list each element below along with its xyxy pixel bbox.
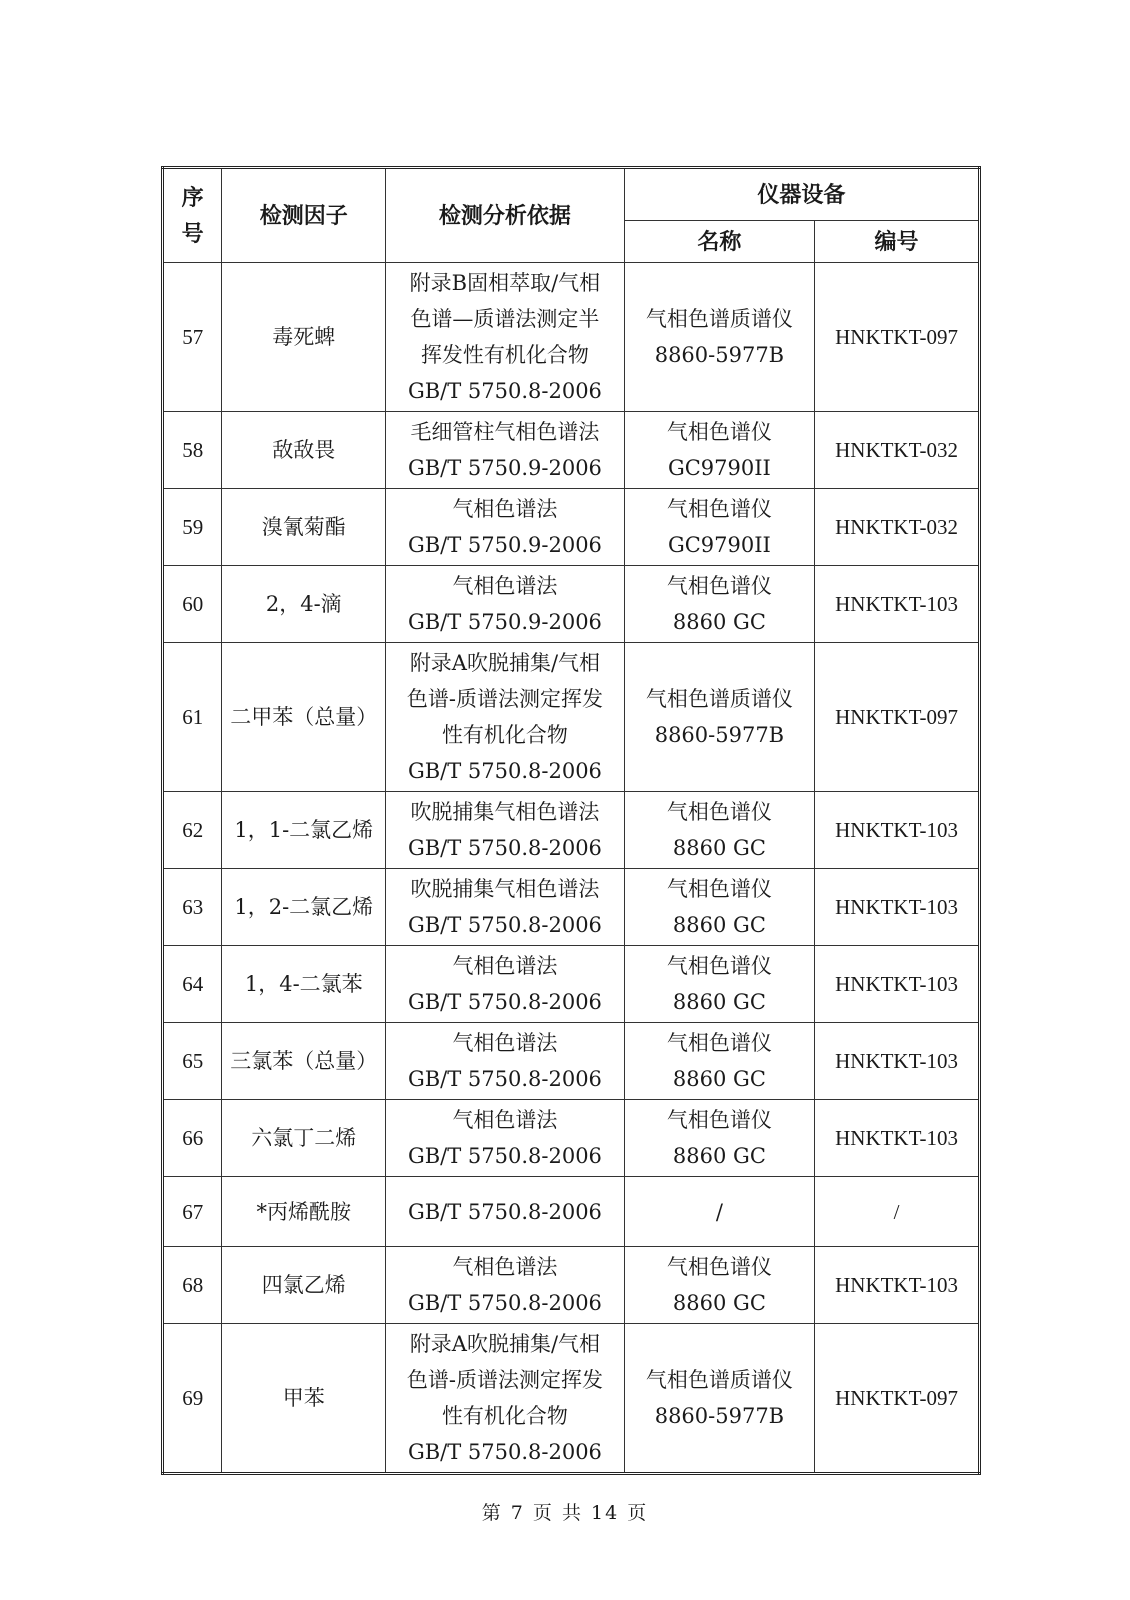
basis-line: 吹脱捕集气相色谱法 xyxy=(410,877,600,901)
basis-line: 附录A吹脱捕集/气相 xyxy=(409,1332,601,1356)
equipment-name-line: / xyxy=(715,1199,723,1224)
basis-line: 吹脱捕集气相色谱法 xyxy=(410,800,600,824)
row-seq: 62 xyxy=(163,792,222,869)
equipment-name-line: 8860 GC xyxy=(672,990,766,1014)
basis-line: 气相色谱法 xyxy=(452,954,558,978)
basis-line: 附录A吹脱捕集/气相 xyxy=(409,651,601,675)
basis-line: 气相色谱法 xyxy=(452,1255,558,1279)
row-equipment-number: HNKTKT-103 xyxy=(815,566,980,643)
row-equipment-number: HNKTKT-032 xyxy=(815,412,980,489)
equipment-name-line: 气相色谱质谱仪 xyxy=(645,1368,793,1392)
basis-line: 色谱-质谱法测定挥发 xyxy=(406,1368,603,1392)
basis-line: GB/T 5750.8-2006 xyxy=(407,1199,602,1224)
row-seq: 69 xyxy=(163,1324,222,1474)
header-basis: 检测分析依据 xyxy=(386,168,625,263)
table-body xyxy=(163,263,980,1474)
basis-line: 附录B固相萃取/气相 xyxy=(409,271,601,295)
equipment-name-line: 气相色谱仪 xyxy=(666,574,772,598)
row-equipment-number: HNKTKT-097 xyxy=(815,643,980,792)
row-seq: 60 xyxy=(163,566,222,643)
table-row xyxy=(163,1100,980,1177)
equipment-name-line: 8860 GC xyxy=(672,610,766,634)
basis-line: 气相色谱法 xyxy=(452,1031,558,1055)
row-equipment-name xyxy=(624,946,814,1023)
row-equipment-name xyxy=(624,566,814,643)
row-seq: 67 xyxy=(163,1177,222,1247)
row-factor: 敌敌畏 xyxy=(222,412,386,489)
equipment-name-line: 8860-5977B xyxy=(654,1404,785,1428)
header-factor: 检测因子 xyxy=(222,168,386,263)
row-factor: 三氯苯（总量） xyxy=(222,1023,386,1100)
header-seq-label: 序号 xyxy=(181,184,204,247)
row-equipment-name xyxy=(624,412,814,489)
row-factor: 1，2-二氯乙烯 xyxy=(222,869,386,946)
row-basis xyxy=(386,263,625,412)
row-seq: 59 xyxy=(163,489,222,566)
equipment-name-line: 8860 GC xyxy=(672,1144,766,1168)
row-equipment-name xyxy=(624,263,814,412)
row-equipment-name xyxy=(624,869,814,946)
equipment-name-line: 气相色谱仪 xyxy=(666,954,772,978)
row-equipment-name xyxy=(624,1177,814,1247)
basis-line: GB/T 5750.8-2006 xyxy=(407,379,602,403)
equipment-name-line: 气相色谱仪 xyxy=(666,497,772,521)
row-factor: 四氯乙烯 xyxy=(222,1247,386,1324)
header-seq xyxy=(163,168,222,263)
table-row xyxy=(163,643,980,792)
row-factor: 溴氰菊酯 xyxy=(222,489,386,566)
equipment-name-line: 气相色谱质谱仪 xyxy=(645,307,793,331)
basis-line: 性有机化合物 xyxy=(441,723,568,747)
row-equipment-number: HNKTKT-103 xyxy=(815,1023,980,1100)
page-footer: 第 7 页 共 14 页 xyxy=(481,1502,649,1524)
row-basis xyxy=(386,869,625,946)
basis-line: 挥发性有机化合物 xyxy=(420,343,589,367)
basis-line: GB/T 5750.9-2006 xyxy=(407,533,602,557)
row-equipment-name xyxy=(624,1324,814,1474)
row-seq: 58 xyxy=(163,412,222,489)
row-equipment-name xyxy=(624,1100,814,1177)
equipment-name-line: 气相色谱仪 xyxy=(666,1255,772,1279)
row-seq: 63 xyxy=(163,869,222,946)
basis-line: GB/T 5750.8-2006 xyxy=(407,1291,602,1315)
row-equipment-number: HNKTKT-103 xyxy=(815,1100,980,1177)
row-basis xyxy=(386,566,625,643)
row-basis xyxy=(386,946,625,1023)
basis-line: GB/T 5750.9-2006 xyxy=(407,610,602,634)
row-basis xyxy=(386,643,625,792)
row-seq: 57 xyxy=(163,263,222,412)
basis-line: 气相色谱法 xyxy=(452,1108,558,1132)
row-equipment-number: HNKTKT-097 xyxy=(815,1324,980,1474)
test-methods-table xyxy=(161,166,981,1475)
table-row xyxy=(163,263,980,412)
row-equipment-number: HNKTKT-103 xyxy=(815,946,980,1023)
row-factor: 六氯丁二烯 xyxy=(222,1100,386,1177)
equipment-name-line: GC9790II xyxy=(667,533,771,557)
basis-line: GB/T 5750.8-2006 xyxy=(407,913,602,937)
row-factor: *丙烯酰胺 xyxy=(222,1177,386,1247)
row-basis xyxy=(386,1324,625,1474)
table-row xyxy=(163,1023,980,1100)
header-equipment: 仪器设备 xyxy=(624,168,979,221)
basis-line: 色谱—质谱法测定半 xyxy=(410,307,600,331)
basis-line: GB/T 5750.8-2006 xyxy=(407,1440,602,1464)
equipment-name-line: 8860 GC xyxy=(672,913,766,937)
row-equipment-number: HNKTKT-103 xyxy=(815,869,980,946)
row-equipment-name xyxy=(624,792,814,869)
table-row xyxy=(163,489,980,566)
basis-line: GB/T 5750.8-2006 xyxy=(407,990,602,1014)
header-name: 名称 xyxy=(624,221,814,263)
table-row xyxy=(163,1324,980,1474)
basis-line: GB/T 5750.8-2006 xyxy=(407,759,602,783)
basis-line: GB/T 5750.8-2006 xyxy=(407,836,602,860)
row-basis xyxy=(386,1023,625,1100)
equipment-name-line: GC9790II xyxy=(667,456,771,480)
row-factor: 1，4-二氯苯 xyxy=(222,946,386,1023)
row-seq: 66 xyxy=(163,1100,222,1177)
row-factor: 2，4-滴 xyxy=(222,566,386,643)
row-factor: 1，1-二氯乙烯 xyxy=(222,792,386,869)
basis-line: 毛细管柱气相色谱法 xyxy=(410,420,600,444)
equipment-name-line: 8860 GC xyxy=(672,1067,766,1091)
row-equipment-name xyxy=(624,1247,814,1324)
basis-line: 气相色谱法 xyxy=(452,574,558,598)
row-equipment-number: HNKTKT-103 xyxy=(815,1247,980,1324)
row-basis xyxy=(386,489,625,566)
table-row xyxy=(163,869,980,946)
row-equipment-number: / xyxy=(815,1177,980,1247)
table-row xyxy=(163,946,980,1023)
row-equipment-name xyxy=(624,1023,814,1100)
row-factor: 毒死蜱 xyxy=(222,263,386,412)
table-row xyxy=(163,1247,980,1324)
equipment-name-line: 8860 GC xyxy=(672,1291,766,1315)
equipment-name-line: 气相色谱仪 xyxy=(666,877,772,901)
basis-line: 性有机化合物 xyxy=(441,1404,568,1428)
table-row xyxy=(163,792,980,869)
header-number: 编号 xyxy=(815,221,980,263)
equipment-name-line: 8860 GC xyxy=(672,836,766,860)
basis-line: 气相色谱法 xyxy=(452,497,558,521)
row-basis xyxy=(386,1177,625,1247)
row-basis xyxy=(386,412,625,489)
equipment-name-line: 8860-5977B xyxy=(654,343,785,367)
equipment-name-line: 8860-5977B xyxy=(654,723,785,747)
equipment-name-line: 气相色谱仪 xyxy=(666,1108,772,1132)
table-row xyxy=(163,412,980,489)
row-seq: 64 xyxy=(163,946,222,1023)
row-equipment-number: HNKTKT-097 xyxy=(815,263,980,412)
row-seq: 65 xyxy=(163,1023,222,1100)
row-equipment-number: HNKTKT-103 xyxy=(815,792,980,869)
row-basis xyxy=(386,1100,625,1177)
basis-line: GB/T 5750.8-2006 xyxy=(407,1067,602,1091)
basis-line: GB/T 5750.8-2006 xyxy=(407,1144,602,1168)
basis-line: GB/T 5750.9-2006 xyxy=(407,456,602,480)
table-row xyxy=(163,566,980,643)
row-factor: 甲苯 xyxy=(222,1324,386,1474)
row-equipment-name xyxy=(624,489,814,566)
row-basis xyxy=(386,1247,625,1324)
equipment-name-line: 气相色谱仪 xyxy=(666,1031,772,1055)
row-equipment-name xyxy=(624,643,814,792)
row-seq: 68 xyxy=(163,1247,222,1324)
equipment-name-line: 气相色谱仪 xyxy=(666,420,772,444)
row-basis xyxy=(386,792,625,869)
equipment-name-line: 气相色谱质谱仪 xyxy=(645,687,793,711)
table-row xyxy=(163,1177,980,1247)
row-factor: 二甲苯（总量） xyxy=(222,643,386,792)
row-seq: 61 xyxy=(163,643,222,792)
row-equipment-number: HNKTKT-032 xyxy=(815,489,980,566)
basis-line: 色谱-质谱法测定挥发 xyxy=(406,687,603,711)
equipment-name-line: 气相色谱仪 xyxy=(666,800,772,824)
